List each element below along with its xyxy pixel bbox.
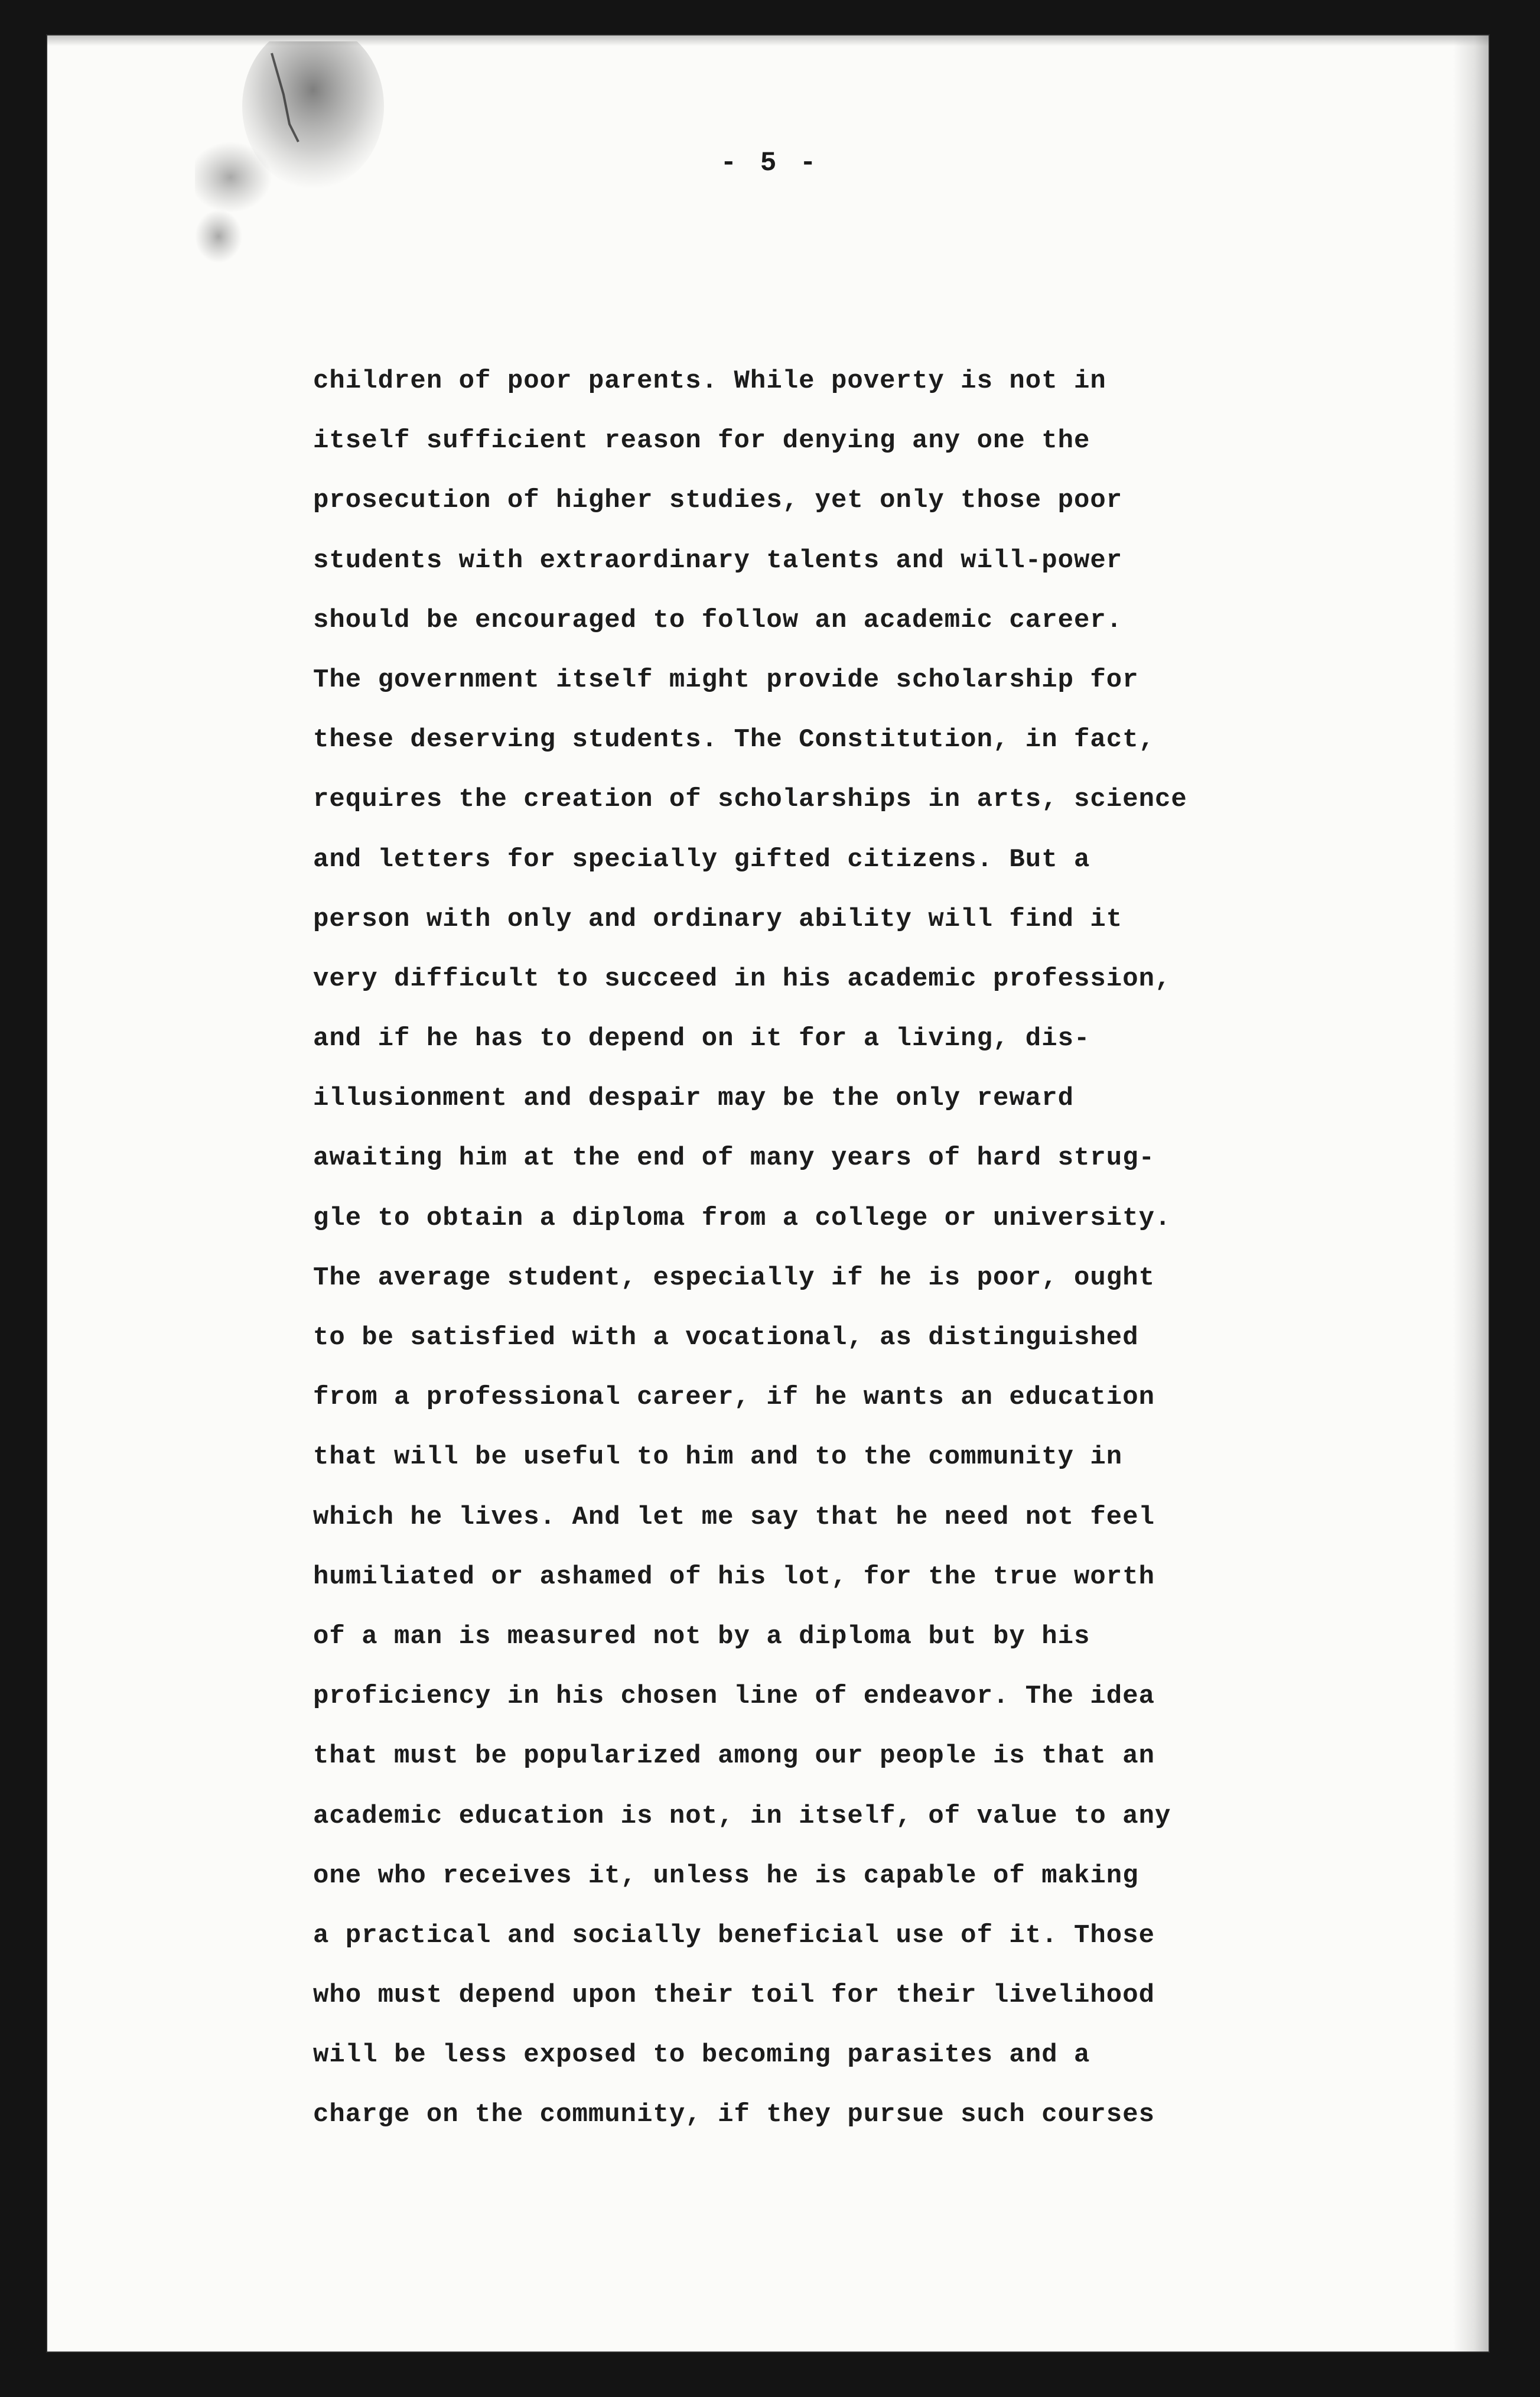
- text-line: from a professional career, if he wants an education: [313, 1383, 1155, 1413]
- text-line: to be satisfied with a vocational, as distinguished: [313, 1323, 1139, 1352]
- text-line: children of poor parents. While poverty is not in: [313, 366, 1106, 396]
- text-line: very difficult to succeed in his academic profession,: [313, 964, 1171, 994]
- text-line: a practical and socially beneficial use of it. Those: [313, 1920, 1155, 1950]
- text-line: awaiting him at the end of many years of hard strug-: [313, 1143, 1155, 1173]
- page-number: - 5 -: [720, 148, 820, 178]
- text-line: itself sufficient reason for denying any one the: [313, 426, 1090, 456]
- text-line: The government itself might provide scholarship for: [313, 665, 1139, 695]
- text-line: The average student, especially if he is poor, ought: [313, 1263, 1155, 1293]
- text-line: one who receives it, unless he is capable of making: [313, 1861, 1139, 1891]
- text-line: which he lives. And let me say that he need not feel: [313, 1502, 1155, 1532]
- text-line: these deserving students. The Constitution, in fact,: [313, 725, 1155, 755]
- text-line: charge on the community, if they pursue such courses: [313, 2100, 1155, 2130]
- text-line: prosecution of higher studies, yet only those poor: [313, 486, 1123, 516]
- text-line: who must depend upon their toil for their livelihood: [313, 1980, 1155, 2011]
- text-line: proficiency in his chosen line of endeavor. The idea: [313, 1682, 1155, 1712]
- text-line: and letters for specially gifted citizens. But a: [313, 844, 1090, 874]
- text-line: that must be popularized among our people is that an: [313, 1741, 1155, 1771]
- text-line: person with only and ordinary ability will find it: [313, 904, 1123, 934]
- text-line: students with extraordinary talents and will-power: [313, 545, 1123, 575]
- text-line: and if he has to depend on it for a living, dis-: [313, 1024, 1090, 1054]
- text-line: academic education is not, in itself, of value to any: [313, 1801, 1171, 1831]
- text-line: humiliated or ashamed of his lot, for the true worth: [313, 1562, 1155, 1592]
- text-line: should be encouraged to follow an academic career.: [313, 605, 1123, 635]
- text-line: requires the creation of scholarships in arts, science: [313, 785, 1187, 815]
- text-line: will be less exposed to becoming parasites and a: [313, 2040, 1090, 2070]
- text-line: that will be useful to him and to the community in: [313, 1442, 1123, 1472]
- text-line: illusionment and despair may be the only reward: [313, 1084, 1075, 1114]
- body-text: [313, 352, 1329, 2145]
- text-line: gle to obtain a diploma from a college or university.: [313, 1203, 1171, 1233]
- text-line: of a man is measured not by a diploma but by his: [313, 1621, 1090, 1651]
